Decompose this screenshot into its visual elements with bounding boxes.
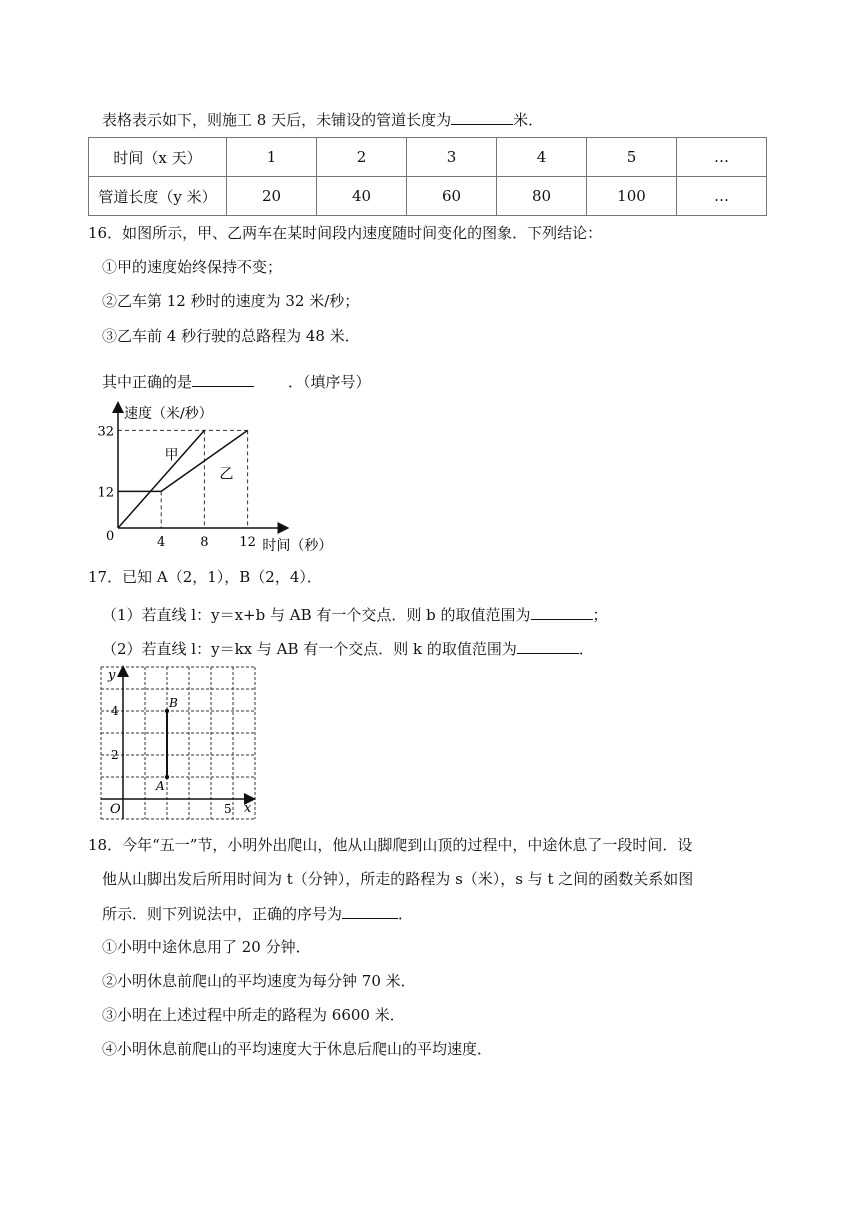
q16-item: ③乙车前 4 秒行驶的总路程为 48 米．: [102, 327, 360, 345]
table-cell: 3: [407, 138, 497, 177]
point-a-label: A: [156, 779, 165, 793]
table-cell: …: [677, 177, 767, 216]
table-cell: 60: [407, 177, 497, 216]
x-tick-label: 5: [224, 802, 232, 816]
table-cell: 100: [587, 177, 677, 216]
answer-blank[interactable]: [517, 637, 579, 654]
q18-line: 他从山脚出发后所用时间为 t（分钟），所走的路程为 s（米），s 与 t 之间的函数关系如图: [102, 870, 694, 888]
y-axis-label: y: [108, 668, 116, 683]
q17-part2-text: （2）若直线 l：y＝kx 与 AB 有一个交点．则 k 的取值范围为: [102, 640, 517, 658]
q18-item: ③小明在上述过程中所走的路程为 6600 米．: [102, 1006, 405, 1024]
q16-answer-line: [102, 370, 371, 393]
q16-item: ②乙车第 12 秒时的速度为 32 米/秒；: [102, 292, 360, 310]
q18-line3-text: 所示．则下列说法中，正确的序号为: [102, 905, 343, 923]
q17-stem: 17．已知 A（2，1），B（2，4）．: [88, 568, 322, 586]
q17-part1-text: （1）若直线 l：y＝x+b 与 AB 有一个交点．则 b 的取值范围为: [102, 606, 531, 624]
header-time: 时间（x 天）: [89, 138, 227, 177]
q17-part1-suffix: ；: [592, 606, 608, 624]
q18-line: [102, 902, 413, 925]
table-cell: 5: [587, 138, 677, 177]
table-cell: 80: [497, 177, 587, 216]
q16-item: ①甲的速度始终保持不变；: [102, 258, 283, 276]
point-a: [165, 775, 169, 779]
x-axis-label: 时间（秒）: [262, 538, 333, 554]
table-cell: 1: [227, 138, 317, 177]
header-length: 管道长度（y 米）: [89, 177, 227, 216]
answer-blank[interactable]: [531, 603, 593, 620]
q17-part1: [102, 603, 608, 626]
table-row: [89, 138, 767, 177]
q16-answer-prefix: 其中正确的是: [102, 373, 193, 391]
coordinate-grid: [98, 664, 262, 822]
point-b-label: B: [169, 696, 178, 710]
table-cell: 40: [317, 177, 407, 216]
x-tick-label: 12: [239, 535, 256, 550]
q17-part2-suffix: ．: [578, 640, 594, 658]
q18-item: ④小明休息前爬山的平均速度大于休息后爬山的平均速度．: [102, 1040, 493, 1058]
q18-item: ②小明休息前爬山的平均速度为每分钟 70 米．: [102, 972, 416, 990]
q18-line3-suffix: ．: [398, 905, 414, 923]
origin-label: O: [110, 802, 121, 817]
q18-line: 18．今年“五一”节，小明外出爬山，他从山脚爬到山顶的过程中，中途休息了一段时间．设: [88, 836, 693, 854]
series-label-yi: 乙: [219, 466, 234, 483]
series-label-jia: 甲: [164, 447, 179, 464]
y-tick-label: 32: [97, 424, 114, 440]
intro-line: [102, 108, 543, 131]
y-tick-label: 2: [111, 748, 119, 762]
data-table: [88, 137, 767, 216]
x-tick-label: 4: [157, 535, 166, 550]
table-cell: 4: [497, 138, 587, 177]
intro-suffix: 米．: [513, 111, 544, 129]
q16-answer-suffix: ．（填序号）: [288, 373, 371, 391]
q18-item: ①小明中途休息用了 20 分钟．: [102, 938, 311, 956]
q16-stem: 16．如图所示，甲、乙两车在某时间段内速度随时间变化的图象．下列结论：: [88, 224, 603, 242]
answer-blank[interactable]: [342, 902, 398, 919]
speed-time-chart: [92, 398, 352, 558]
x-tick-label: 8: [200, 535, 209, 550]
table-cell: 20: [227, 177, 317, 216]
origin-label: 0: [106, 529, 115, 544]
y-tick-label: 12: [97, 485, 114, 501]
grid-lines: [101, 667, 255, 819]
table-row: [89, 177, 767, 216]
y-axis-label: 速度（米/秒）: [124, 406, 213, 422]
intro-text: 表格表示如下，则施工 8 天后，未铺设的管道长度为: [102, 111, 452, 129]
answer-blank[interactable]: [192, 370, 254, 387]
answer-blank[interactable]: [451, 108, 513, 125]
table-cell: …: [677, 138, 767, 177]
q17-part2: [102, 637, 594, 660]
y-tick-label: 4: [111, 704, 119, 718]
table-cell: 2: [317, 138, 407, 177]
x-axis-label: x: [244, 801, 252, 816]
